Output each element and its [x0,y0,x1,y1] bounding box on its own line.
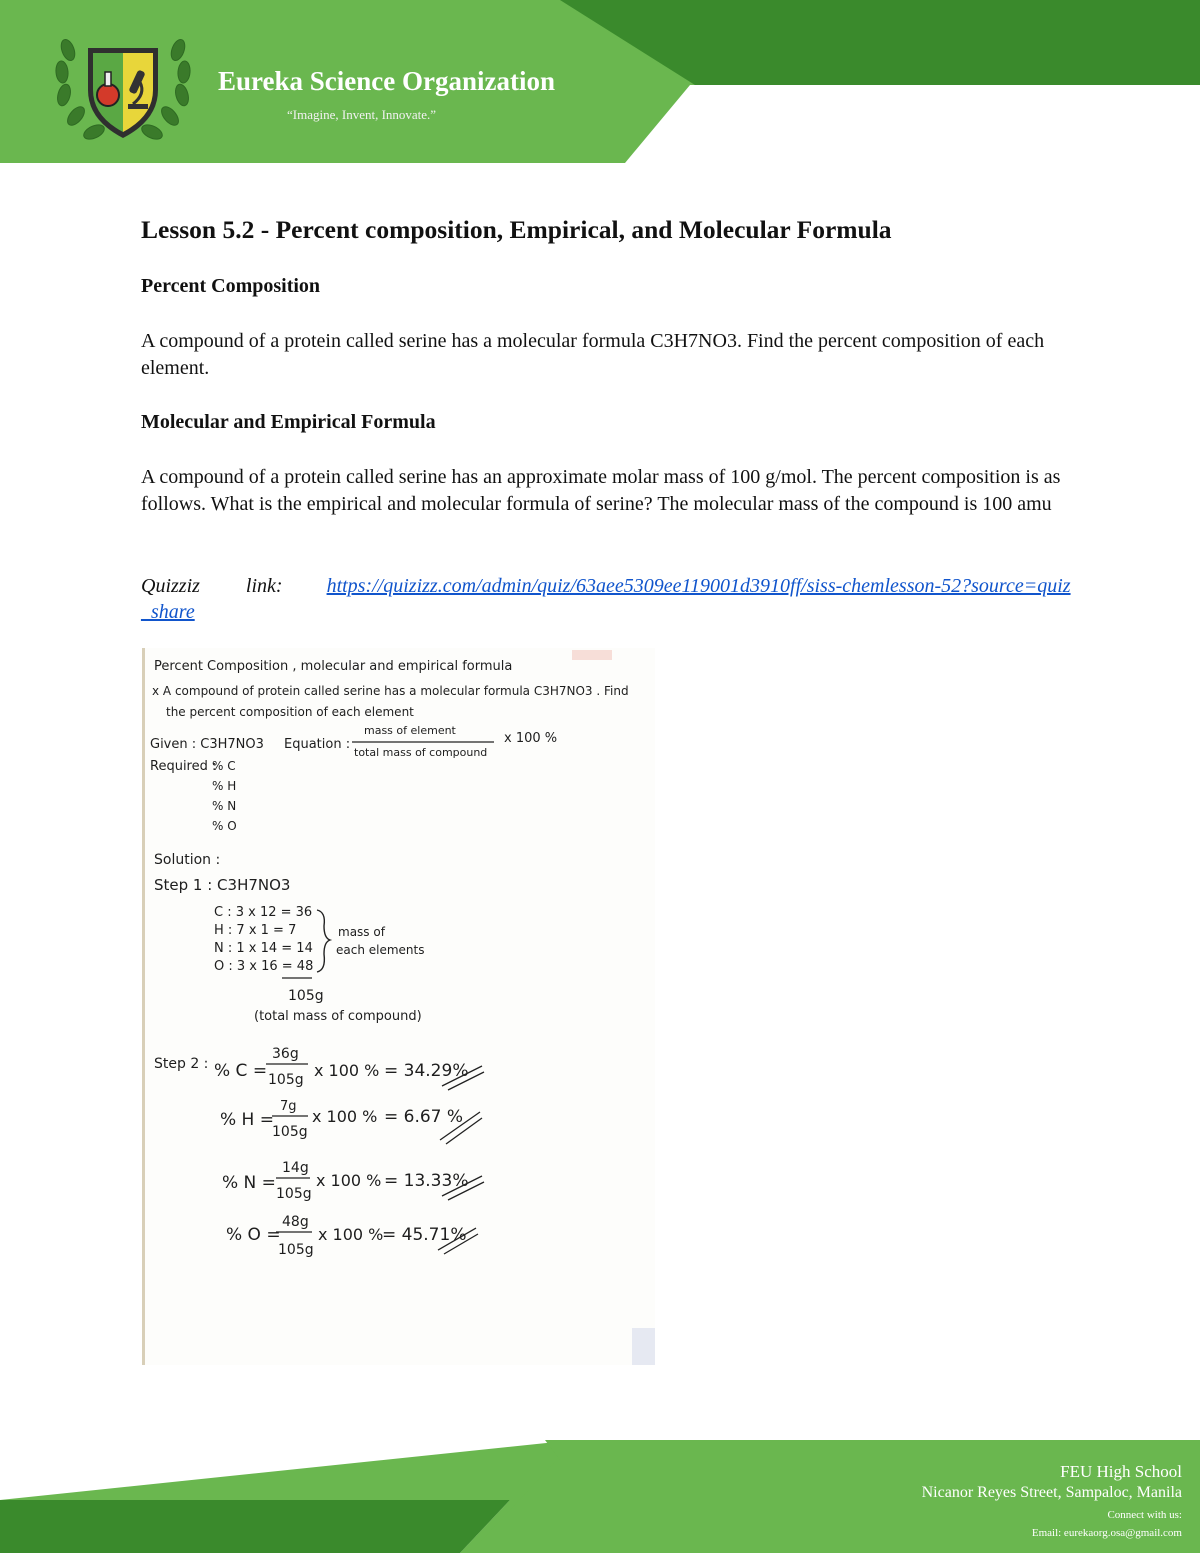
svg-text:105g: 105g [276,1186,312,1202]
svg-text:= 13.33%: = 13.33% [384,1171,469,1191]
hw-required-label: Required : [150,759,217,774]
quiz-link-label: link: [245,575,283,597]
svg-text:= 45.71%: = 45.71% [382,1225,467,1245]
hw-required-h: % H [212,779,237,793]
footer-connect: Connect with us: [1107,1509,1182,1521]
svg-text:105g: 105g [268,1072,304,1088]
svg-text:14g: 14g [282,1160,309,1176]
hw-step1-nitrogen: N : 1 x 14 = 14 [214,941,313,956]
svg-text:= 6.67 %: = 6.67 % [384,1107,464,1127]
footer-email: Email: eurekaorg.osa@gmail.com [1031,1527,1182,1539]
svg-text:x 100 %: x 100 % [312,1107,378,1126]
header-banner [0,0,1200,163]
quiz-label: Quizziz [141,575,200,597]
footer-banner [0,1440,1200,1553]
svg-text:= 34.29%: = 34.29% [384,1061,469,1081]
hw-total-note: (total mass of compound) [254,1009,422,1024]
hw-equation-denominator: total mass of compound [354,746,488,759]
hw-problem-line2: the percent composition of each element [166,705,414,719]
svg-text:% H =: % H = [220,1110,274,1130]
svg-text:x 100 %: x 100 % [318,1225,384,1244]
svg-text:36g: 36g [272,1046,299,1062]
hw-step2: Step 2 : [154,1056,209,1072]
hw-equation-label: Equation : [284,737,351,752]
svg-text:105g: 105g [278,1242,314,1258]
hw-problem-line1: x A compound of protein called serine has a molecular formula C3H7NO3 . Find [152,684,629,698]
svg-text:7g: 7g [280,1099,297,1114]
hw-step2-row-c [214,1046,484,1090]
svg-text:x 100 %: x 100 % [314,1061,380,1080]
footer-school: FEU High School [1060,1462,1182,1481]
hw-brace-note-line2: each elements [336,943,425,957]
hw-step1-carbon: C : 3 x 12 = 36 [214,905,313,920]
organization-logo [48,20,198,148]
section-heading-percent-composition: Percent Composition [141,275,321,297]
hw-total: 105g [288,988,324,1004]
hw-step1-oxygen: O : 3 x 16 = 48 [214,959,314,974]
hw-equation-numerator: mass of element [364,724,456,737]
hw-step1: Step 1 : C3H7NO3 [154,876,291,894]
handwritten-solution-drawing [142,648,655,1365]
svg-text:48g: 48g [282,1214,309,1230]
hw-brace-note-line1: mass of [338,925,385,939]
organization-motto: “Imagine, Invent, Innovate.” [287,107,437,122]
organization-name: Eureka Science Organization [218,66,555,96]
hw-step2-row-h [220,1099,482,1144]
hw-required-o: % O [212,819,237,833]
section-heading-molecular-empirical: Molecular and Empirical Formula [141,411,436,433]
hw-step2-row-n [222,1160,484,1202]
hw-equation-factor: x 100 % [504,731,558,746]
quiz-link-line [141,573,1071,625]
handwritten-solution-image [142,648,655,1365]
lesson-title: Lesson 5.2 - Percent composition, Empirical, and Molecular Formula [141,215,892,244]
svg-text:% C =: % C = [214,1061,268,1081]
svg-text:x 100 %: x 100 % [316,1171,382,1190]
hw-required-n: % N [212,799,237,813]
svg-text:% O =: % O = [226,1225,281,1245]
hw-step2-row-o [226,1214,478,1258]
quiz-url-link[interactable]: https://quizizz.com/admin/quiz/63aee5309ee119001d3910ff/siss-chemlesson-52?source=quiz_share [141,575,1071,623]
svg-text:105g: 105g [272,1124,308,1140]
section-paragraph-molecular-empirical: A compound of a protein called serine has an approximate molar mass of 100 g/mol. The percent composition is as follows. What is the empirical and molecular formula of serine? The molecular mass of the compound is 100 amu [141,466,1061,515]
hw-given: Given : C3H7NO3 [150,737,264,752]
section-paragraph-percent-composition: A compound of a protein called serine has a molecular formula C3H7NO3. Find the percent composition of each element. [141,330,1045,379]
hw-step1-hydrogen: H : 7 x 1 = 7 [214,923,297,938]
hw-required-c: % C [212,759,236,773]
hw-title: Percent Composition , molecular and empirical formula [154,659,513,674]
hw-solution-label: Solution : [154,852,221,868]
hw-brace [317,910,330,972]
footer-address: Nicanor Reyes Street, Sampaloc, Manila [921,1484,1182,1501]
svg-text:% N =: % N = [222,1173,276,1193]
